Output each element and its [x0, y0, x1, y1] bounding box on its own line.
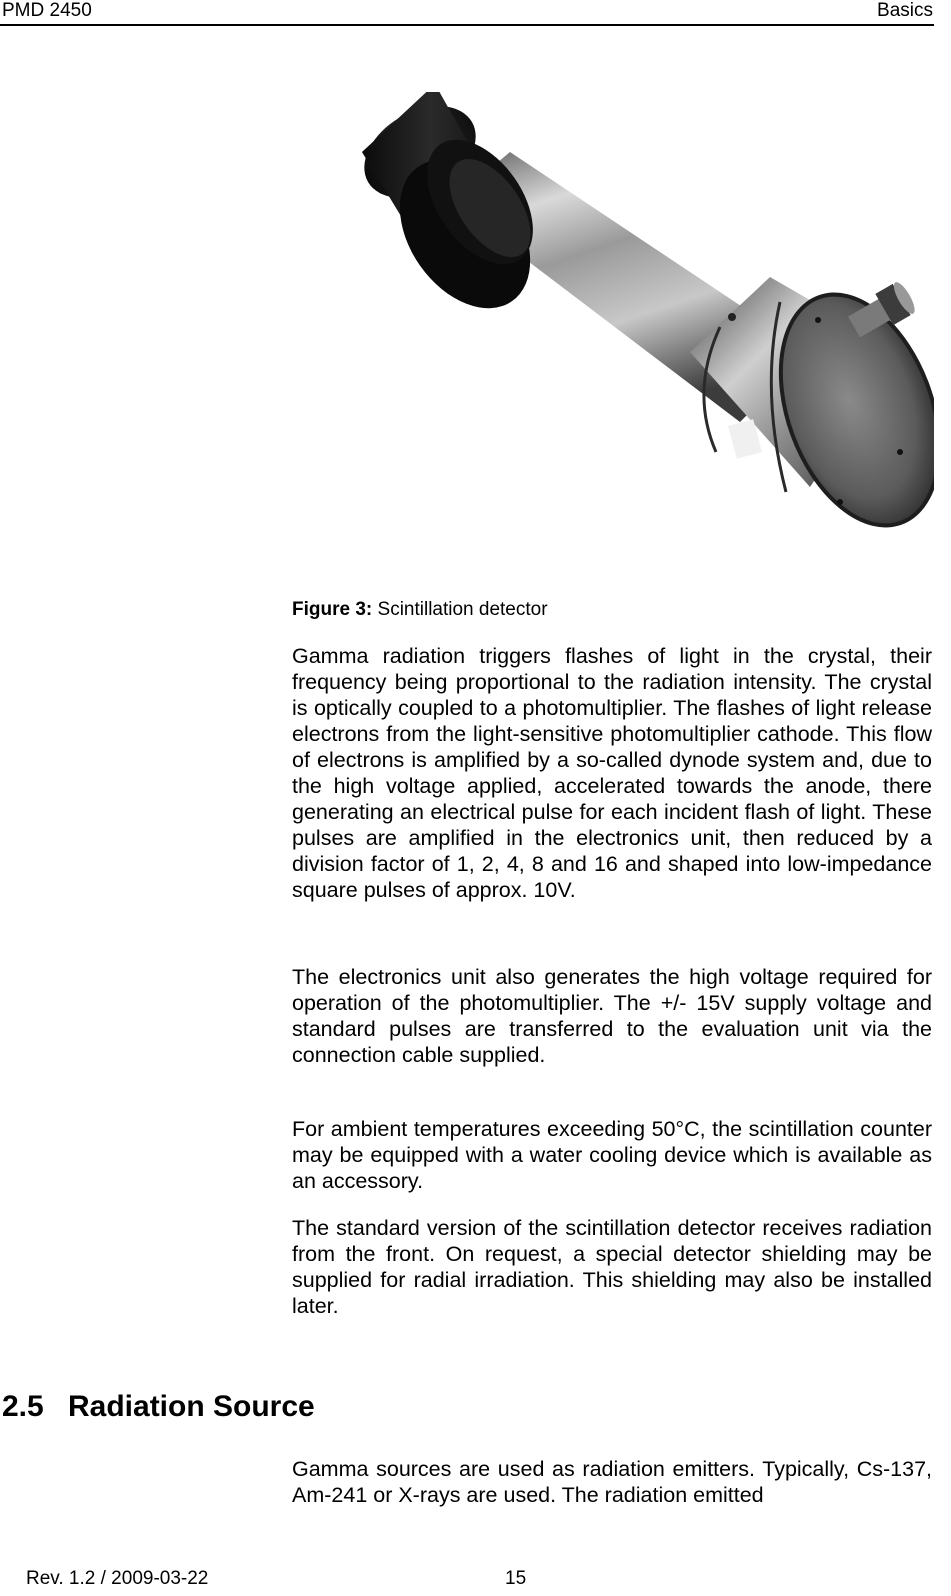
paragraph-electronics-unit: The electronics unit also generates the high voltage required for operation of the photomultiplier. The +/- 15V supply voltage and standard pulses are transferred to the evaluation unit via the connection cable supplied. [292, 965, 932, 1067]
footer-revision: Rev. 1.2 / 2009-03-22 [26, 1568, 209, 1589]
scintillation-detector-photo [340, 92, 934, 550]
paragraph-standard-version: The standard version of the scintillation detector receives radiation from the front. On request, a special detector shielding may be supplied for radial irradiation. This shielding may also be installed later. [292, 1216, 932, 1318]
header-chapter-title: Basics [877, 0, 933, 21]
paragraph-radiation-source: Gamma sources are used as radiation emitters. Typically, Cs-137, Am-241 or X-rays are used. The radiation emitted [292, 1457, 932, 1507]
paragraph-ambient-temperature: For ambient temperatures exceeding 50°C, the scintillation counter may be equipped with a water cooling device which is available as an accessory. [292, 1117, 932, 1193]
page-number: 15 [505, 1568, 527, 1589]
figure-caption-text: Scintillation detector [377, 599, 548, 620]
section-number: 2.5 [2, 1390, 44, 1423]
section-title: Radiation Source [68, 1390, 315, 1423]
figure-label: Figure 3: [292, 599, 373, 620]
header-document-title: PMD 2450 [2, 0, 92, 21]
header-rule [0, 24, 934, 26]
section-heading [2, 1390, 315, 1424]
figure-caption [292, 599, 548, 621]
paragraph-gamma-radiation: Gamma radiation triggers flashes of light in the crystal, their frequency being proportional to the radiation intensity. The crystal is optically coupled to a photomultiplier. The flashes of light release electrons from the light-sensitive photomultiplier cathode. This flow of electrons is amplified by a so-called dynode system and, due to the high voltage applied, accelerated towards the anode, there generating an electrical pulse for each incident flash of light. These pulses are amplified in the electronics unit, then reduced by a division factor of 1, 2, 4, 8 and 16 and shaped into low-impedance square pulses of approx. 10V. [292, 644, 932, 902]
